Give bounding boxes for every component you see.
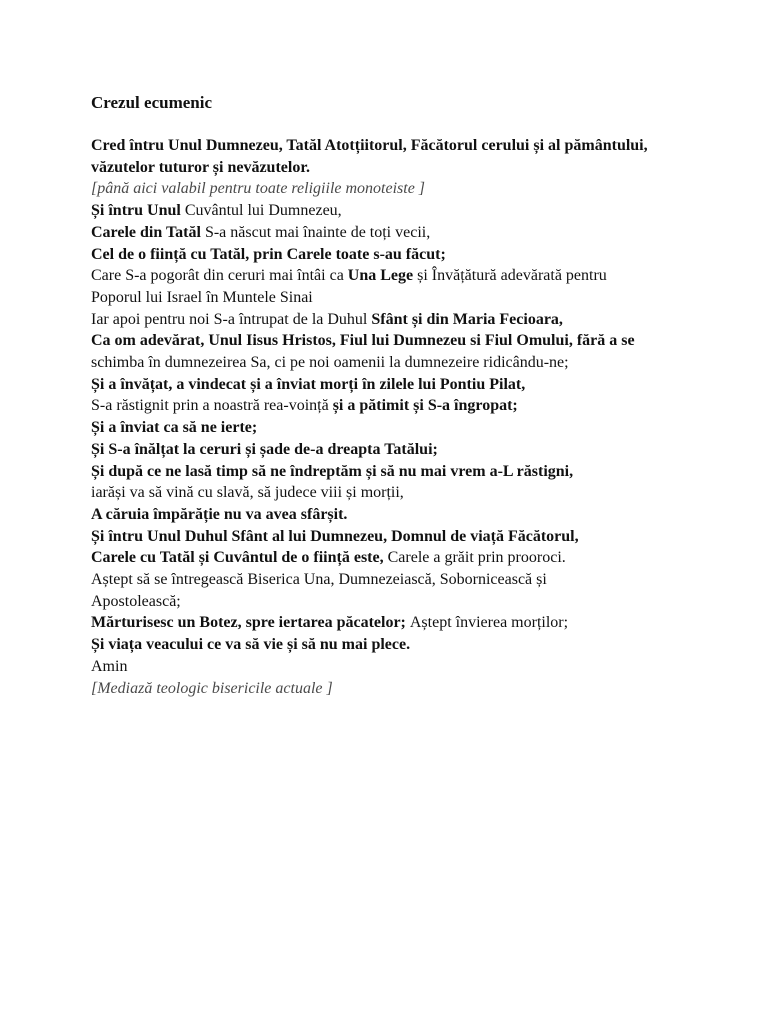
text-segment: Mărturisesc un Botez, spre iertarea păcatelor;: [91, 614, 410, 632]
text-segment: Una Lege: [347, 267, 414, 285]
text-line: [91, 265, 731, 287]
text-segment: Care S-a pogorât din ceruri mai întâi ca: [91, 267, 348, 285]
text-line: Și viața veacului ce va să vie și să nu mai plece.: [91, 636, 411, 654]
text-line: [până aici valabil pentru toate religiile monoteiste ]: [91, 180, 426, 198]
text-segment: S-a răstignit prin a noastră rea-voință: [91, 397, 333, 415]
text-line: [91, 200, 731, 222]
document-title: Crezul ecumenic: [91, 93, 213, 112]
text-line: Cel de o ființă cu Tatăl, prin Carele toate s-au făcut;: [91, 245, 446, 263]
text-line: Și a învățat, a vindecat și a înviat morți în zilele lui Pontiu Pilat,: [91, 375, 526, 393]
text-line: Și S-a înălțat la ceruri și șade de-a dreapta Tatălui;: [91, 440, 438, 458]
text-line: A căruia împărăție nu va avea sfârșit.: [91, 505, 348, 523]
text-segment: Și întru Unul: [91, 202, 185, 220]
text-line: Și întru Unul Duhul Sfânt al lui Dumnezeu, Domnul de viață Făcătorul,: [91, 527, 579, 545]
text-line: Aștept să se întregească Biserica Una, Dumnezeiască, Sobornicească și: [91, 571, 547, 589]
text-line: văzutelor tuturor și nevăzutelor.: [91, 158, 310, 176]
text-segment: și Învățătură adevărată pentru: [413, 267, 607, 285]
text-line: Ca om adevărat, Unul Iisus Hristos, Fiul lui Dumnezeu si Fiul Omului, fără a se: [91, 332, 635, 350]
text-segment: Carele cu Tatăl și Cuvântul de o ființă este,: [91, 549, 388, 567]
text-segment: și a pătimit și S-a îngropat;: [332, 397, 518, 415]
text-segment: Carele din Tatăl: [91, 223, 205, 241]
text-line: [91, 612, 731, 634]
text-segment: iarăși va să vină cu slavă, să judece viii și morții,: [91, 484, 404, 502]
text-line: Apostolească;: [91, 592, 181, 610]
text-line: Cred întru Unul Dumnezeu, Tatăl Atotțiitorul, Făcătorul cerului și al pământului,: [91, 137, 648, 154]
text-line: Amin: [91, 657, 128, 675]
text-line: [91, 547, 731, 569]
text-line: Și a înviat ca să ne ierte;: [91, 419, 258, 437]
text-line: [91, 482, 731, 504]
text-segment: S-a născut mai înainte de toți vecii,: [204, 223, 431, 241]
document-body: [91, 135, 731, 699]
text-line: [91, 309, 731, 331]
text-segment: Sfânt și din Maria Fecioara,: [371, 310, 563, 328]
text-line: [91, 222, 731, 244]
text-segment: Aștept învierea morților;: [409, 614, 569, 632]
text-line: [91, 395, 731, 417]
text-segment: Iar apoi pentru noi S-a întrupat de la Duhul: [91, 310, 372, 328]
text-line: Și după ce ne lasă timp să ne îndreptăm și să nu mai vrem a-L răstigni,: [91, 462, 574, 480]
text-segment: Carele a grăit prin prooroci.: [387, 549, 566, 567]
text-line: [Mediază teologic bisericile actuale ]: [91, 679, 333, 697]
text-segment: Cuvântul lui Dumnezeu,: [184, 202, 342, 220]
text-line: schimba în dumnezeirea Sa, ci pe noi oamenii la dumnezeire ridicându-ne;: [91, 354, 569, 372]
text-line: Poporul lui Israel în Muntele Sinai: [91, 288, 313, 306]
